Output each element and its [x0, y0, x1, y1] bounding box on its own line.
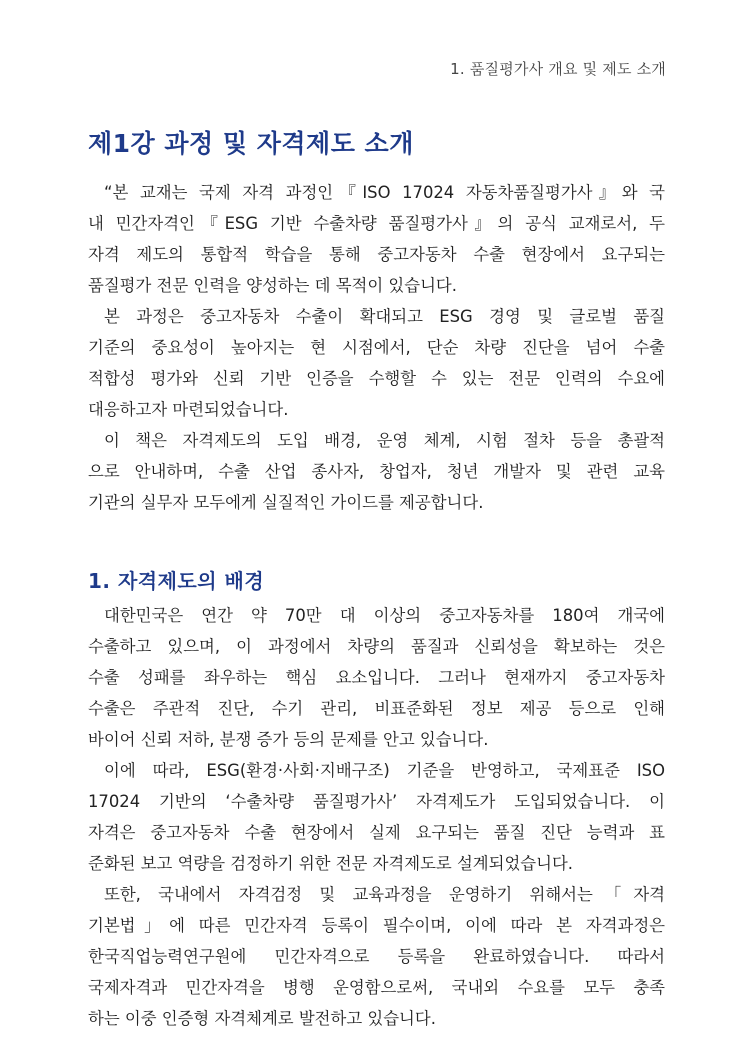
- text-line: 준화된 보고 역량을 검정하기 위한 전문 자격제도로 설계되었습니다.: [88, 854, 574, 873]
- text-line: 기준의 중요성이 높아지는 현 시점에서, 단순 차량 진단을 넘어 수출: [88, 338, 665, 357]
- running-header: 1. 품질평가사 개요 및 제도 소개: [450, 60, 666, 78]
- text-line: 품질평가 전문 인력을 양성하는 데 목적이 있습니다.: [88, 276, 457, 295]
- section-title: 1. 자격제도의 배경: [88, 569, 265, 593]
- text-line: 수출은 주관적 진단, 수기 관리, 비표준화된 정보 제공 등으로 인해: [88, 699, 665, 718]
- text-line: 자격은 중고자동차 수출 현장에서 실제 요구되는 품질 진단 능력과 표: [88, 823, 665, 842]
- text-line: 대한민국은 연간 약 70만 대 이상의 중고자동차를 180여 개국에: [104, 606, 665, 625]
- text-line: 또한, 국내에서 자격검정 및 교육과정을 운영하기 위해서는「자격: [104, 885, 665, 904]
- text-line: 바이어 신뢰 저하, 분쟁 증가 등의 문제를 안고 있습니다.: [88, 730, 489, 749]
- text-line: 본 과정은 중고자동차 수출이 확대되고 ESG 경영 및 글로벌 품질: [104, 307, 665, 326]
- text-line: 기관의 실무자 모두에게 실질적인 가이드를 제공합니다.: [88, 493, 484, 512]
- background-text-block: [88, 600, 665, 1034]
- text-line: 으로 안내하며, 수출 산업 종사자, 창업자, 청년 개발자 및 관련 교육: [88, 462, 665, 481]
- text-line: 하는 이중 인증형 자격체계로 발전하고 있습니다.: [88, 1009, 436, 1028]
- text-line: 대응하고자 마련되었습니다.: [88, 400, 289, 419]
- text-line: 적합성 평가와 신뢰 기반 인증을 수행할 수 있는 전문 인력의 수요에: [88, 369, 665, 388]
- text-line: 수출 성패를 좌우하는 핵심 요소입니다. 그러나 현재까지 중고자동차: [88, 668, 665, 687]
- intro-text-block: [88, 177, 665, 518]
- text-line: 자격 제도의 통합적 학습을 통해 중고자동차 수출 현장에서 요구되는: [88, 245, 665, 264]
- text-line: 이에 따라, ESG(환경·사회·지배구조) 기준을 반영하고, 국제표준 ISO: [104, 761, 665, 780]
- text-line: “본 교재는 국제 자격 과정인『ISO 17024 자동차품질평가사』와 국: [104, 183, 665, 202]
- text-line: 국제자격과 민간자격을 병행 운영함으로써, 국내외 수요를 모두 충족: [88, 978, 665, 997]
- text-line: 한국직업능력연구원에 민간자격으로 등록을 완료하였습니다. 따라서: [88, 947, 665, 966]
- text-line: 이 책은 자격제도의 도입 배경, 운영 체계, 시험 절차 등을 총괄적: [104, 431, 665, 450]
- text-line: 내 민간자격인『ESG 기반 수출차량 품질평가사』의 공식 교재로서, 두: [88, 214, 665, 233]
- text-line: 기본법」에 따른 민간자격 등록이 필수이며, 이에 따라 본 자격과정은: [88, 916, 665, 935]
- chapter-title: 제1강 과정 및 자격제도 소개: [88, 129, 414, 158]
- text-line: 수출하고 있으며, 이 과정에서 차량의 품질과 신뢰성을 확보하는 것은: [88, 637, 665, 656]
- text-line: 17024 기반의 ‘수출차량 품질평가사’ 자격제도가 도입되었습니다. 이: [88, 792, 665, 811]
